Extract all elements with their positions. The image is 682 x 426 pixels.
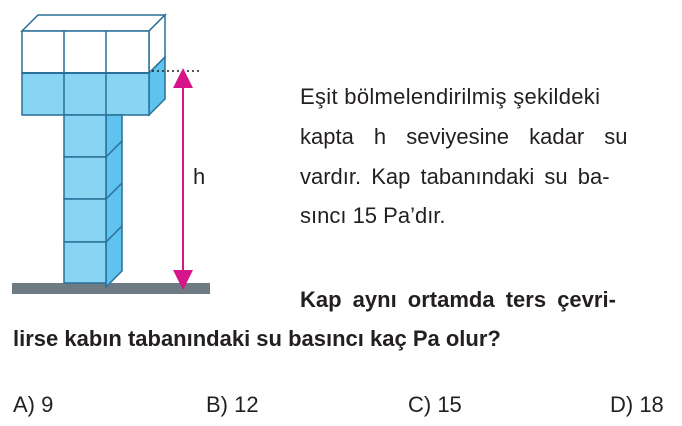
paragraph-line-2: kapta h seviyesine kadar su [300,124,628,149]
container-top-empty-row [22,15,165,73]
paragraph-line-1: Eşit bölmelendirilmiş şekildeki [300,84,601,109]
prompt-line-2: lirse kabın tabanındaki su basıncı kaç Pa olur? [13,326,501,351]
paragraph-line-3: vardır. Kap tabanındaki su ba- [300,164,610,189]
prompt-line-1: Kap aynı ortamda ters çevri- [300,287,616,312]
water-narrow-column [64,115,122,287]
option-a[interactable]: A) 9 [13,392,54,417]
option-c[interactable]: C) 15 [408,392,462,417]
height-label: h [193,164,206,189]
option-b[interactable]: B) 12 [206,392,259,417]
option-d[interactable]: D) 18 [610,392,664,417]
ground [12,283,210,294]
paragraph-line-4: sıncı 15 Pa’dır. [300,203,446,228]
